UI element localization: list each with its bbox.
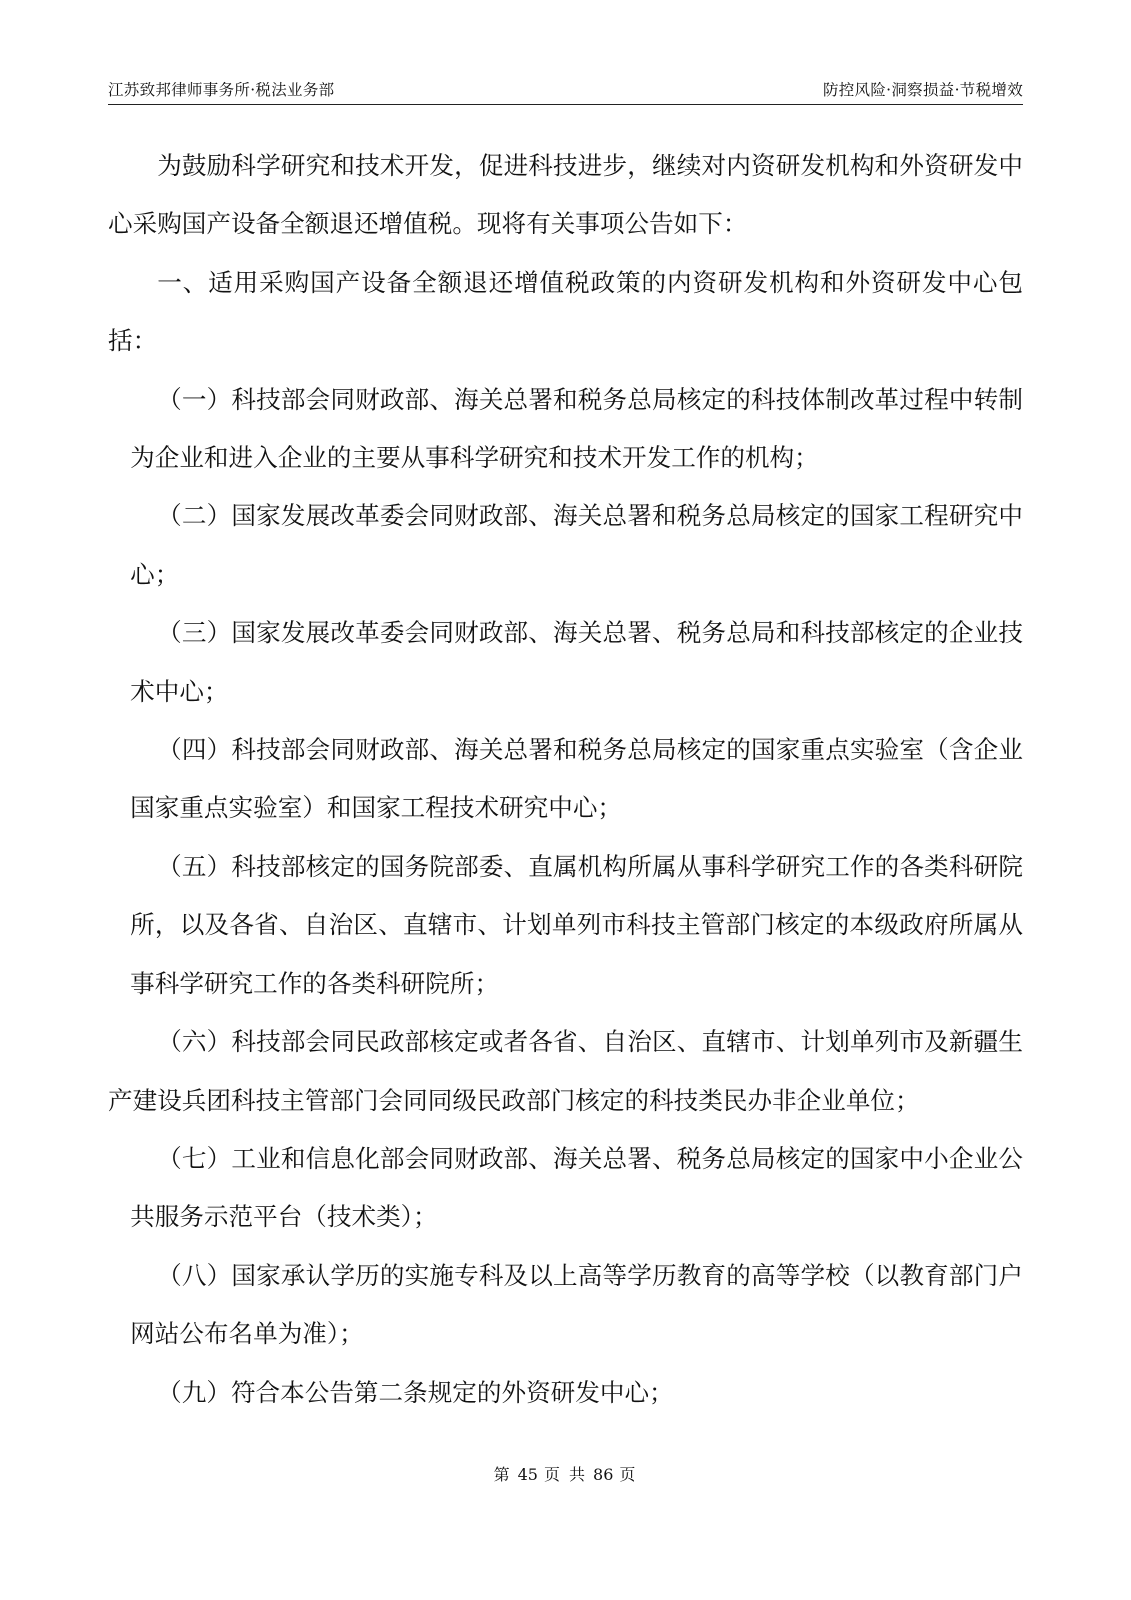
footer-prefix: 第 [493,1465,512,1484]
header-slogan: 防控风险·洞察损益·节税增效 [822,81,1023,99]
page-footer [0,1462,1131,1485]
total-pages: 86 [593,1465,614,1484]
item-5: （五）科技部核定的国务院部委、直属机构所属从事科学研究工作的各类科研院所，以及各省、自治区、直辖市、计划单列市科技主管部门核定的本级政府所属从事科学研究工作的各类科研院所； [130,851,1023,998]
section-one-heading: 一、适用采购国产设备全额退还增值税政策的内资研发机构和外资研发中心包括： [108,267,1023,356]
item-1: （一）科技部会同财政部、海关总署和税务总局核定的科技体制改革过程中转制为企业和进入企业的主要从事科学研究和技术开发工作的机构； [130,384,1023,473]
intro-paragraph: 为鼓励科学研究和技术开发，促进科技进步，继续对内资研发机构和外资研发中心采购国产设备全额退还增值税。现将有关事项公告如下： [108,151,1023,239]
footer-middle: 页 共 [543,1465,588,1484]
item-6: （六）科技部会同民政部核定或者各省、自治区、直辖市、计划单列市及新疆生产建设兵团科技主管部门会同同级民政部门核定的科技类民办非企业单位； [108,1027,1023,1115]
current-page-number: 45 [517,1465,538,1484]
item-8: （八）国家承认学历的实施专科及以上高等学历教育的高等学校（以教育部门户网站公布名单为准）； [130,1260,1023,1349]
item-4: （四）科技部会同财政部、海关总署和税务总局核定的国家重点实验室（含企业国家重点实验室）和国家工程技术研究中心； [130,735,1023,823]
item-9: （九）符合本公告第二条规定的外资研发中心； [157,1377,674,1407]
footer-suffix: 页 [619,1465,638,1484]
header-firm-name: 江苏致邦律师事务所·税法业务部 [108,81,335,99]
item-2: （二）国家发展改革委会同财政部、海关总署和税务总局核定的国家工程研究中心； [130,501,1023,589]
item-7: （七）工业和信息化部会同财政部、海关总署、税务总局核定的国家中小企业公共服务示范平台（技术类）； [130,1143,1023,1232]
page-header [108,78,1023,105]
item-3: （三）国家发展改革委会同财政部、海关总署、税务总局和科技部核定的企业技术中心； [130,618,1023,706]
document-body [108,137,1023,1422]
